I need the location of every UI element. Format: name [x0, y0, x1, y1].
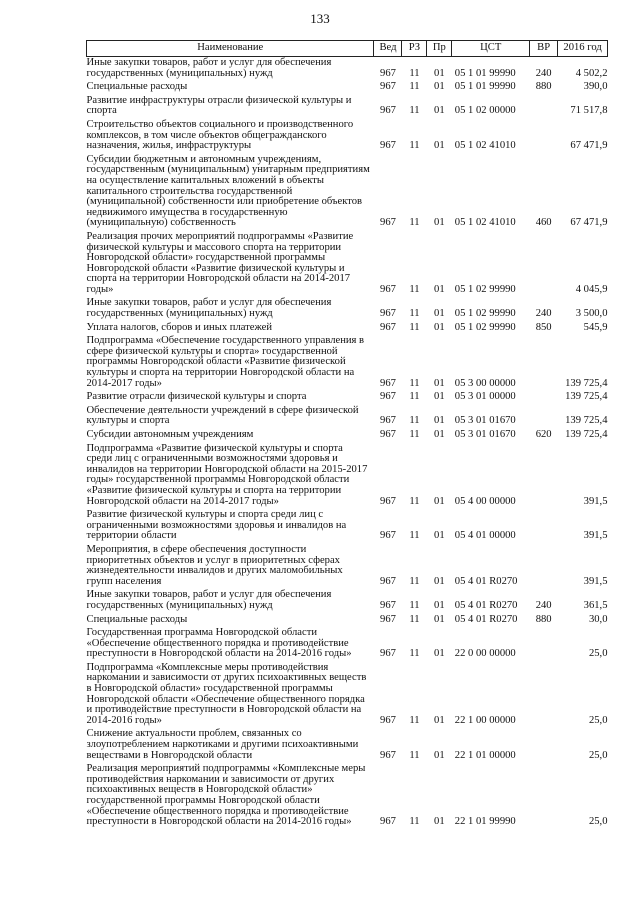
row-ved: 967: [380, 391, 396, 403]
table-row: [87, 57, 608, 82]
row-pr: 01: [434, 599, 445, 611]
table-row: [87, 429, 608, 443]
row-vr: [530, 119, 558, 154]
row-vr: [530, 544, 558, 589]
row-name: Строительство объектов социального и производственного комплексов, в том числе объектов общегражданского назначения, жилья, инфраструктуры: [86, 118, 354, 152]
row-vr: 240: [535, 308, 552, 320]
row-ved: 967: [380, 648, 396, 660]
row-rz: 11: [409, 377, 420, 389]
row-sum: 25,0: [588, 749, 608, 761]
row-sum: 4 502,2: [575, 67, 608, 79]
row-name: Иные закупки товаров, работ и услуг для обеспечения государственных (муниципальных) нужд: [86, 589, 332, 611]
row-rz: 11: [409, 714, 420, 726]
row-cst: 05 1 01 99990: [454, 67, 516, 79]
row-cst: 05 1 02 99990: [454, 321, 516, 333]
page-number: 133: [310, 11, 330, 26]
row-pr: 01: [434, 391, 445, 403]
row-cst: 22 1 00 00000: [454, 714, 516, 726]
row-name: Субсидии автономным учреждениям: [86, 429, 254, 440]
row-sum: 71 517,8: [570, 105, 608, 117]
row-ved: 967: [380, 415, 396, 427]
row-vr: 240: [535, 67, 552, 79]
table-row: [87, 443, 608, 510]
table-row: [87, 728, 608, 763]
table-row: [87, 322, 608, 336]
row-rz: 11: [409, 321, 420, 333]
row-cst: 05 3 01 01670: [454, 415, 516, 427]
header-ved: Вед: [374, 41, 402, 57]
row-rz: 11: [409, 391, 420, 403]
row-name: Специальные расходы: [86, 81, 188, 93]
header-sum: 2016 год: [558, 41, 608, 57]
header-vr: ВР: [530, 41, 558, 57]
row-cst: 05 1 01 99990: [454, 81, 516, 93]
row-ved: 967: [380, 321, 396, 333]
row-rz: 11: [409, 749, 420, 761]
row-name: Развитие физической культуры и спорта среди лиц с ограниченными возможностями здоровья и инвалидов на территории области: [86, 509, 347, 542]
row-sum: 391,5: [583, 575, 608, 587]
row-name: Подпрограмма «Обеспечение государственного управления в сфере физической культуры и спорта» государственной программы Новгородской области «Развитие физической культуры и спорта на территории Новгородской области на 2014-2017 годы»: [86, 335, 365, 389]
row-ved: 967: [380, 81, 396, 93]
row-ved: 967: [380, 429, 396, 440]
row-ved: 967: [380, 575, 396, 587]
table-row: [87, 405, 608, 429]
row-name: Развитие отрасли физической культуры и спорта: [86, 391, 307, 403]
table-row: [87, 154, 608, 231]
table-row: [87, 297, 608, 321]
row-ved: 967: [380, 599, 396, 611]
row-ved: 967: [380, 613, 396, 625]
table-row: [87, 662, 608, 729]
row-name: Реализация мероприятий подпрограммы «Комплексные меры противодействия наркомании и зависимости от других психоактивных веществ в Новгородской области» государственной программы Новгородской области «Обеспечение общественного порядка и противодействие преступности в Новгородской области на 2014-2016 годы»: [86, 763, 366, 828]
row-name: Реализация прочих мероприятий подпрограммы «Развитие физической культуры и массового спорта на территории Новгородской области» государственной программы Новгородской области «Развитие физической культуры и спорта на территории Новгородской области на 2014-2017 годы»: [86, 230, 354, 295]
row-pr: 01: [434, 415, 445, 427]
row-sum: 67 471,9: [570, 140, 608, 152]
row-sum: 139 725,4: [565, 391, 608, 403]
row-rz: 11: [409, 429, 420, 440]
row-name: Иные закупки товаров, работ и услуг для обеспечения государственных (муниципальных) нужд: [86, 57, 332, 79]
row-pr: 01: [434, 105, 445, 117]
row-cst: 05 1 02 99990: [454, 308, 516, 320]
row-sum: 25,0: [588, 816, 608, 828]
row-cst: 05 3 00 00000: [454, 377, 516, 389]
row-pr: 01: [434, 429, 445, 440]
row-name: Развитие инфраструктуры отрасли физической культуры и спорта: [86, 94, 352, 117]
row-rz: 11: [409, 308, 420, 320]
row-ved: 967: [380, 530, 396, 542]
row-sum: 30,0: [588, 613, 608, 625]
row-name: Уплата налогов, сборов и иных платежей: [86, 321, 273, 333]
row-vr: 460: [535, 217, 552, 229]
row-name: Подпрограмма «Комплексные меры противодействия наркомании и зависимости от других психоактивных веществ в Новгородской области» государственной программы Новгородской области «Обеспечение общественного порядка и противодействие преступности в Новгородской области на 2014-2016 годы»: [86, 661, 367, 726]
row-cst: 05 4 01 R0270: [454, 613, 518, 625]
row-rz: 11: [409, 283, 420, 295]
row-rz: 11: [409, 495, 420, 507]
row-cst: 05 1 02 41010: [454, 217, 516, 229]
row-pr: 01: [434, 81, 445, 93]
row-cst: 22 1 01 00000: [454, 749, 516, 761]
table-row: [87, 627, 608, 662]
row-rz: 11: [409, 415, 420, 427]
row-pr: 01: [434, 648, 445, 660]
row-ved: 967: [380, 816, 396, 828]
budget-table: [86, 40, 608, 830]
row-vr: [530, 335, 558, 391]
table-row: [87, 335, 608, 391]
row-vr: [530, 662, 558, 729]
row-ved: 967: [380, 714, 396, 726]
row-name: Подпрограмма «Развитие физической культуры и спорта среди лиц с ограниченными возможностями здоровья и инвалидов на территории Новгородской области на 2015-2017 годы» государственной программы Новгородской области «Развитие физической культуры и спорта на территории Новгородской области на 2014-2017 годы»: [86, 442, 368, 507]
row-pr: 01: [434, 714, 445, 726]
row-rz: 11: [409, 575, 420, 587]
row-ved: 967: [380, 749, 396, 761]
row-rz: 11: [409, 105, 420, 117]
row-vr: [530, 391, 558, 405]
row-rz: 11: [409, 217, 420, 229]
row-cst: 05 3 01 00000: [454, 391, 516, 403]
header-rz: РЗ: [402, 41, 427, 57]
row-cst: 05 1 02 41010: [454, 140, 516, 152]
row-pr: 01: [434, 575, 445, 587]
row-name: Иные закупки товаров, работ и услуг для обеспечения государственных (муниципальных) нужд: [86, 297, 332, 320]
row-pr: 01: [434, 308, 445, 320]
row-vr: 880: [535, 81, 552, 93]
row-vr: 850: [535, 321, 552, 333]
row-rz: 11: [409, 816, 420, 828]
row-ved: 967: [380, 377, 396, 389]
table-row: [87, 589, 608, 613]
table-header-row: [87, 41, 608, 57]
row-pr: 01: [434, 495, 445, 507]
row-sum: 139 725,4: [565, 429, 608, 440]
row-sum: 67 471,9: [570, 217, 608, 229]
row-pr: 01: [434, 283, 445, 295]
row-ved: 967: [380, 67, 396, 79]
row-sum: 3 500,0: [575, 308, 608, 320]
row-name: Снижение актуальности проблем, связанных со злоупотреблением наркотиками и другими психоактивными веществами в Новгородской области: [86, 728, 359, 761]
row-pr: 01: [434, 377, 445, 389]
row-ved: 967: [380, 308, 396, 320]
header-pr: Пр: [427, 41, 452, 57]
row-rz: 11: [409, 140, 420, 152]
row-cst: 05 4 01 R0270: [454, 575, 518, 587]
row-cst: 05 1 02 00000: [454, 105, 516, 117]
row-pr: 01: [434, 530, 445, 542]
table-row: [87, 81, 608, 95]
row-vr: [530, 443, 558, 510]
row-pr: 01: [434, 613, 445, 625]
row-vr: [530, 728, 558, 763]
table-row: [87, 544, 608, 589]
table-row: [87, 614, 608, 628]
row-cst: 05 1 02 99990: [454, 283, 516, 295]
row-cst: 05 4 00 00000: [454, 495, 516, 507]
row-rz: 11: [409, 613, 420, 625]
row-pr: 01: [434, 67, 445, 79]
row-vr: [530, 763, 558, 830]
row-vr: 880: [535, 613, 552, 625]
row-pr: 01: [434, 217, 445, 229]
row-pr: 01: [434, 140, 445, 152]
row-sum: 390,0: [583, 81, 608, 93]
row-cst: 22 1 01 99990: [454, 816, 516, 828]
row-ved: 967: [380, 283, 396, 295]
row-vr: [530, 627, 558, 662]
row-name: Обеспечение деятельности учреждений в сфере физической культуры и спорта: [86, 404, 359, 427]
row-name: Государственная программа Новгородской области «Обеспечение общественного порядка и противодействие преступности в Новгородской области на 2014-2016 годы»: [86, 627, 352, 660]
row-sum: 4 045,9: [575, 283, 608, 295]
row-name: Мероприятия, в сфере обеспечения доступности приоритетных объектов и услуг в приоритетных сферах жизнедеятельности инвалидов и других маломобильных групп населения: [86, 543, 343, 587]
row-rz: 11: [409, 67, 420, 79]
row-cst: 05 4 01 R0270: [454, 599, 518, 611]
row-pr: 01: [434, 749, 445, 761]
row-vr: [530, 231, 558, 298]
row-sum: 139 725,4: [565, 377, 608, 389]
row-pr: 01: [434, 816, 445, 828]
row-sum: 139 725,4: [565, 415, 608, 427]
row-vr: 620: [535, 429, 552, 440]
row-vr: [530, 509, 558, 544]
row-sum: 391,5: [583, 530, 608, 542]
table-body: [87, 57, 608, 830]
row-rz: 11: [409, 648, 420, 660]
row-pr: 01: [434, 321, 445, 333]
header-name: Наименование: [87, 41, 374, 57]
row-cst: 05 4 01 00000: [454, 530, 516, 542]
row-vr: 240: [535, 599, 552, 611]
row-ved: 967: [380, 217, 396, 229]
row-rz: 11: [409, 530, 420, 542]
row-sum: 25,0: [588, 648, 608, 660]
row-cst: 22 0 00 00000: [454, 648, 516, 660]
table-row: [87, 231, 608, 298]
table-row: [87, 509, 608, 544]
table-row: [87, 95, 608, 119]
row-vr: [530, 95, 558, 119]
row-sum: 545,9: [583, 321, 608, 333]
row-sum: 361,5: [583, 599, 608, 611]
row-cst: 05 3 01 01670: [454, 429, 516, 440]
table-row: [87, 763, 608, 830]
row-rz: 11: [409, 599, 420, 611]
row-name: Субсидии бюджетным и автономным учреждениям, государственным (муниципальным) унитарным предприятиям на осуществление капитальных вложений в объекты капитального строительства государственной (муниципальной) собственности или приобретение объектов недвижимого имущества в государственную (муниципальную) собственность: [86, 153, 370, 229]
row-sum: 391,5: [583, 495, 608, 507]
row-ved: 967: [380, 105, 396, 117]
row-ved: 967: [380, 140, 396, 152]
row-sum: 25,0: [588, 714, 608, 726]
row-rz: 11: [409, 81, 420, 93]
table-row: [87, 391, 608, 405]
row-vr: [530, 405, 558, 429]
row-name: Специальные расходы: [86, 613, 188, 625]
row-ved: 967: [380, 495, 396, 507]
header-cst: ЦСТ: [452, 41, 530, 57]
table-row: [87, 119, 608, 154]
